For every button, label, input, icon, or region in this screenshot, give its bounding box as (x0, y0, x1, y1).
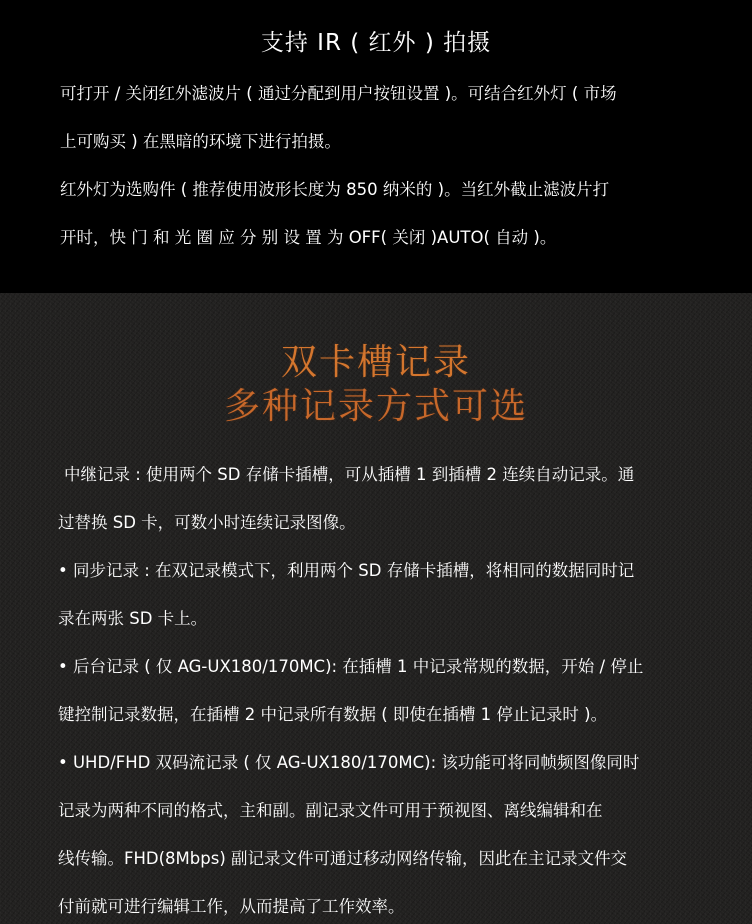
dual-slot-title-line1: 双卡槽记录 (280, 342, 471, 383)
ir-text-line: 开时，快 门 和 光 圈 应 分 别 设 置 为 OFF( 关闭 )AUTO( 自动 )。 (60, 228, 557, 247)
ir-text-line: 红外灯为选购件 ( 推荐使用波形长度为 850 纳米的 )。当红外截止滤波片打 (60, 180, 610, 199)
dual-slot-title-line2: 多种记录方式可选 (223, 386, 528, 427)
dual-slot-section (0, 293, 752, 924)
dual-text-line: 录在两张 SD 卡上。 (58, 609, 208, 628)
dual-text-line: 键控制记录数据，在插槽 2 中记录所有数据 ( 即使在插槽 1 停止记录时 )。 (58, 705, 608, 724)
ir-description (60, 70, 720, 262)
dual-text-line: 付前就可进行编辑工作，从而提高了工作效率。 (58, 897, 405, 916)
dual-text-line: • 后台记录 ( 仅 AG-UX180/170MC): 在插槽 1 中记录常规的数据，开始 / 停止 (58, 657, 644, 676)
ir-text-line: 上可购买 ) 在黑暗的环境下进行拍摄。 (60, 132, 341, 151)
ir-title: 支持 IR ( 红外 ) 拍摄 (260, 30, 492, 56)
dual-text-line: 中继记录 : 使用两个 SD 存储卡插槽，可从插槽 1 到插槽 2 连续自动记录。通 (64, 465, 635, 484)
dual-text-line: • 同步记录 : 在双记录模式下，利用两个 SD 存储卡插槽，将相同的数据同时记 (58, 561, 635, 580)
dual-text-line: 过替换 SD 卡，可数小时连续记录图像。 (58, 513, 356, 532)
ir-text-line: 可打开 / 关闭红外滤波片 ( 通过分配到用户按钮设置 )。可结合红外灯 ( 市场 (60, 84, 617, 103)
dual-text-line: 记录为两种不同的格式，主和副。副记录文件可用于预视图、离线编辑和在 (58, 801, 603, 820)
dual-slot-description (58, 451, 728, 924)
dual-text-line: • UHD/FHD 双码流记录 ( 仅 AG-UX180/170MC): 该功能可将同帧频图像同时 (58, 753, 640, 772)
ir-section (0, 0, 752, 293)
dual-text-line: 线传输。FHD(8Mbps) 副记录文件可通过移动网络传输，因此在主记录文件交 (58, 849, 628, 868)
dual-slot-title (0, 341, 752, 429)
